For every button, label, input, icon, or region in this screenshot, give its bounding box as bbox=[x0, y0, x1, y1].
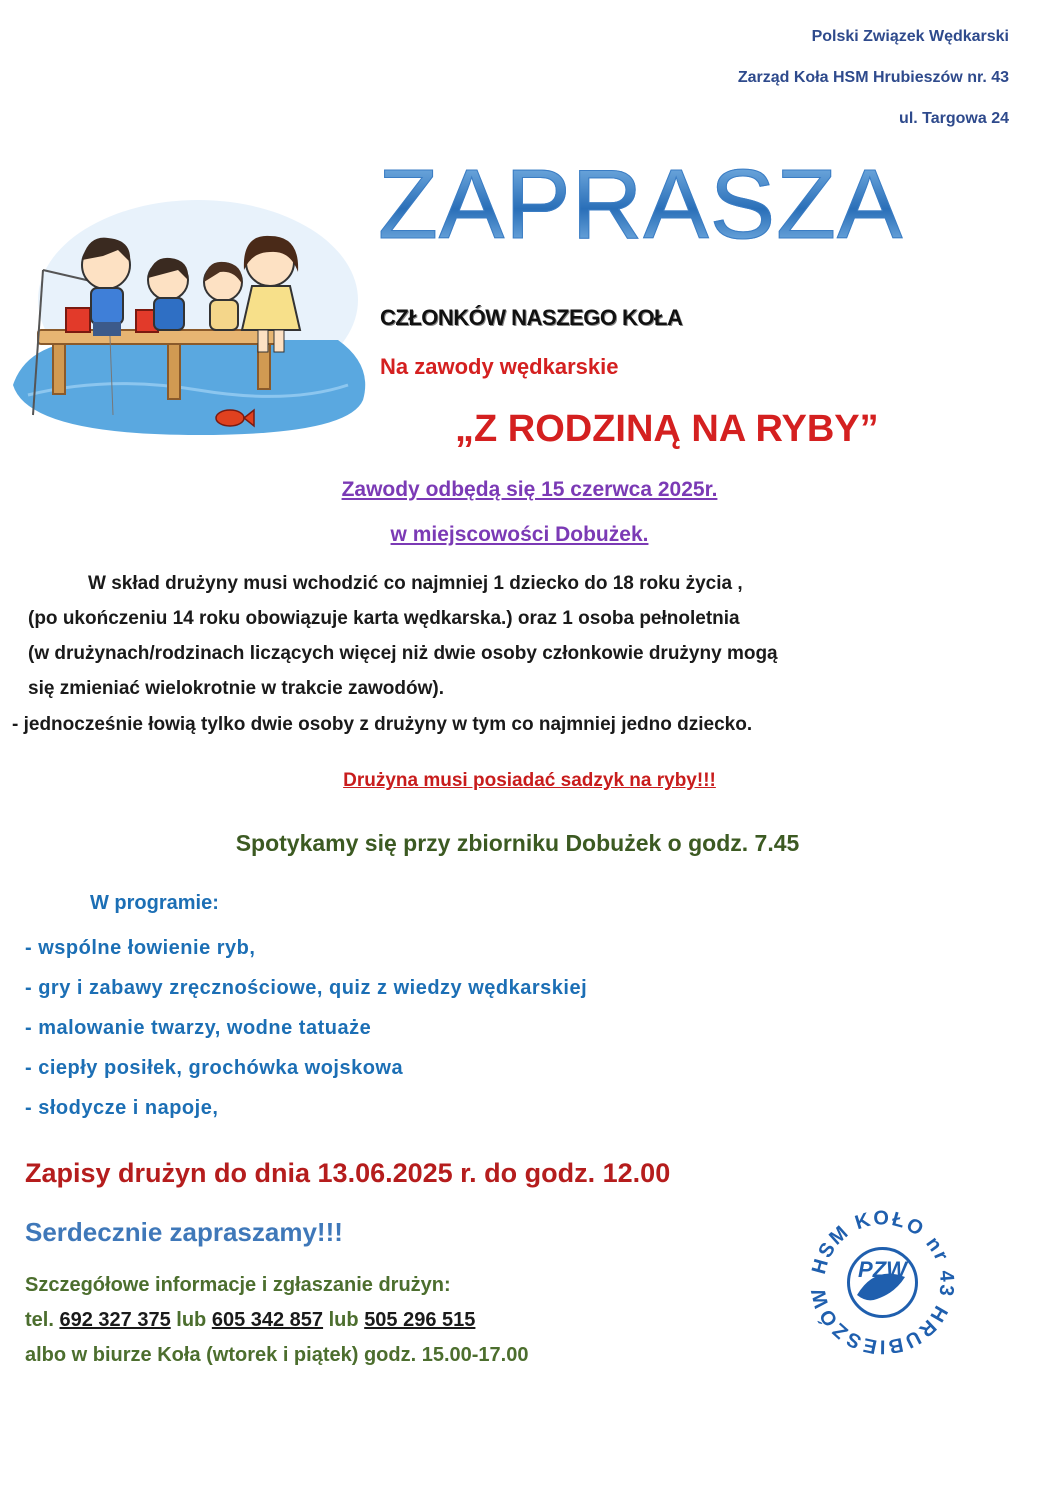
stamp-logo-text: PZW bbox=[858, 1257, 907, 1282]
keepnet-requirement: Drużyna musi posiadać sadzyk na ryby!!! bbox=[343, 770, 716, 791]
event-date: Zawody odbędą się 15 czerwca 2025r. bbox=[341, 478, 718, 501]
header-org: Polski Związek Wędkarski bbox=[811, 28, 1009, 45]
rule-line-4: się zmieniać wielokrotnie w trakcie zawodów). bbox=[28, 678, 445, 699]
phone-separator: lub bbox=[328, 1309, 359, 1331]
program-item: - wspólne łowienie ryb, bbox=[25, 937, 256, 959]
program-item: - malowanie twarzy, wodne tatuaże bbox=[25, 1017, 372, 1039]
family-fishing-illustration bbox=[8, 190, 373, 445]
header-address: ul. Targowa 24 bbox=[899, 110, 1009, 127]
rule-line-2: (po ukończeniu 14 roku obowiązuje karta wędkarska.) oraz 1 osoba pełnoletnia bbox=[28, 608, 740, 629]
program-item: - gry i zabawy zręcznościowe, quiz z wiedzy wędkarskiej bbox=[25, 977, 588, 999]
rule-line-5: - jednocześnie łowią tylko dwie osoby z drużyny w tym co najmniej jedno dziecko. bbox=[12, 714, 753, 735]
signup-deadline: Zapisy drużyn do dnia 13.06.2025 r. do godz. 12.00 bbox=[25, 1158, 671, 1188]
program-item: - słodycze i napoje, bbox=[25, 1097, 219, 1119]
program-item: - ciepły posiłek, grochówka wojskowa bbox=[25, 1057, 404, 1079]
contest-intro: Na zawody wędkarskie bbox=[380, 354, 619, 379]
event-place: w miejscowości Dobużek. bbox=[390, 523, 649, 546]
contact-block bbox=[25, 1268, 528, 1373]
program-list bbox=[25, 928, 587, 1128]
office-hours: albo w biurze Koła (wtorek i piątek) godz. 15.00-17.00 bbox=[25, 1344, 529, 1366]
header-branch: Zarząd Koła HSM Hrubieszów nr. 43 bbox=[737, 69, 1009, 86]
phone-link-1[interactable]: 692 327 375 bbox=[59, 1309, 171, 1331]
tel-prefix: tel. bbox=[25, 1309, 54, 1331]
contact-heading: Szczegółowe informacje i zgłaszanie drużyn: bbox=[25, 1274, 451, 1296]
program-heading: W programie: bbox=[90, 892, 219, 914]
team-rules bbox=[28, 566, 1018, 706]
stamp-ring-text: HSM KOŁO nr 43 HRUBIESZÓW bbox=[807, 1207, 958, 1358]
rule-line-1: W skład drużyny musi wchodzić co najmniej 1 dziecko do 18 roku życia , bbox=[88, 573, 743, 594]
pzw-stamp-logo bbox=[795, 1195, 970, 1375]
rule-line-3: (w drużynach/rodzinach liczących więcej niż dwie osoby członkowie drużyny mogą bbox=[28, 643, 778, 664]
contact-phones bbox=[25, 1303, 528, 1338]
phone-link-3[interactable]: 505 296 515 bbox=[364, 1309, 476, 1331]
welcome-message: Serdecznie zapraszamy!!! bbox=[25, 1217, 343, 1247]
contest-name: „Z RODZINĄ NA RYBY” bbox=[455, 408, 879, 450]
headline-zaprasza: ZAPRASZA bbox=[378, 149, 904, 259]
phone-separator: lub bbox=[176, 1309, 207, 1331]
phone-link-2[interactable]: 605 342 857 bbox=[211, 1309, 324, 1331]
meeting-info: Spotykamy się przy zbiorniku Dobużek o godz. 7.45 bbox=[235, 830, 800, 856]
audience-heading: CZŁONKÓW NASZEGO KOŁA bbox=[380, 305, 683, 330]
